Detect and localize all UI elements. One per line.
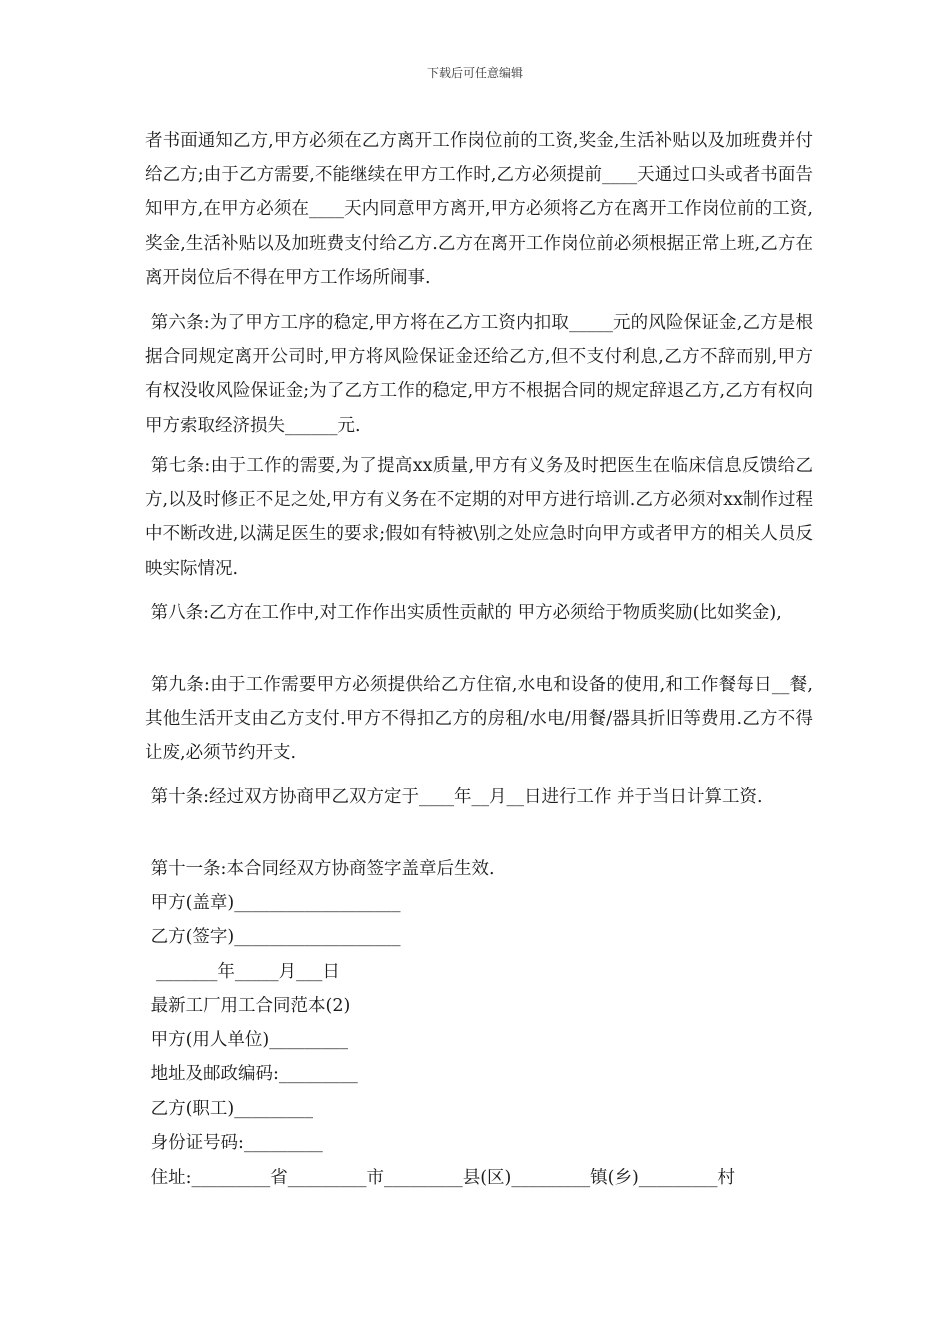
article-11-line: 第十一条:本合同经双方协商签字盖章后生效. [145, 859, 495, 879]
residence-address-line: 住址:_________省_________市_________县(区)_________镇(乡)_________村 [145, 1168, 736, 1188]
paragraph-article-6: 第六条:为了甲方工序的稳定,甲方将在乙方工资内扣取_____元的风险保证金,乙方是根据合同规定离开公司时,甲方将风险保证金还给乙方,但不支付利息,乙方不辞而别,甲方有权没收风险保证金;为了乙方工作的稳定,甲方不根据合同的规定辞退乙方,乙方有权向甲方索取经济损失______元. [145, 313, 813, 436]
employer-line: 甲方(用人单位)_________ [145, 1030, 348, 1050]
paragraph-article-10: 第十条:经过双方协商甲乙双方定于____年__月__日进行工作 并于当日计算工资. [145, 787, 763, 807]
paragraph-continuation: 者书面通知乙方,甲方必须在乙方离开工作岗位前的工资,奖金,生活补贴以及加班费并付给乙方;由于乙方需要,不能继续在甲方工作时,乙方必须提前____天通过口头或者书面告知甲方,在甲方必须在____天内同意甲方离开,甲方必须将乙方在离开工作岗位前的工资,奖金,生活补贴以及加班费支付给乙方.乙方在离开工作岗位前必须根据正常上班,乙方在离开岗位后不得在甲方工作场所闹事. [145, 131, 813, 288]
date-line: _______年_____月___日 [145, 962, 340, 982]
page-header-note: 下载后可任意编辑 [426, 66, 523, 80]
section-title: 最新工厂用工合同范本(2) [145, 996, 351, 1016]
id-number-line: 身份证号码:_________ [145, 1133, 323, 1153]
employee-line: 乙方(职工)_________ [145, 1099, 313, 1119]
paragraph-article-8: 第八条:乙方在工作中,对工作作出实质性贡献的 甲方必须给于物质奖励(比如奖金), [145, 603, 782, 623]
party-b-signature-line: 乙方(签字)___________________ [145, 927, 401, 947]
party-a-seal-line: 甲方(盖章)___________________ [145, 893, 401, 913]
address-postcode-line: 地址及邮政编码:_________ [145, 1064, 358, 1084]
paragraph-article-9: 第九条:由于工作需要甲方必须提供给乙方住宿,水电和设备的使用,和工作餐每日__餐,其他生活开支由乙方支付.甲方不得扣乙方的房租/水电/用餐/器具折旧等费用.乙方不得让废,必须节约开支. [145, 675, 813, 764]
paragraph-article-7: 第七条:由于工作的需要,为了提高xx质量,甲方有义务及时把医生在临床信息反馈给乙方,以及时修正不足之处,甲方有义务在不定期的对甲方进行培训.乙方必须对xx制作过程中不断改进,以满足医生的要求;假如有特被\别之处应急时向甲方或者甲方的相关人员反映实际情况. [145, 456, 813, 579]
